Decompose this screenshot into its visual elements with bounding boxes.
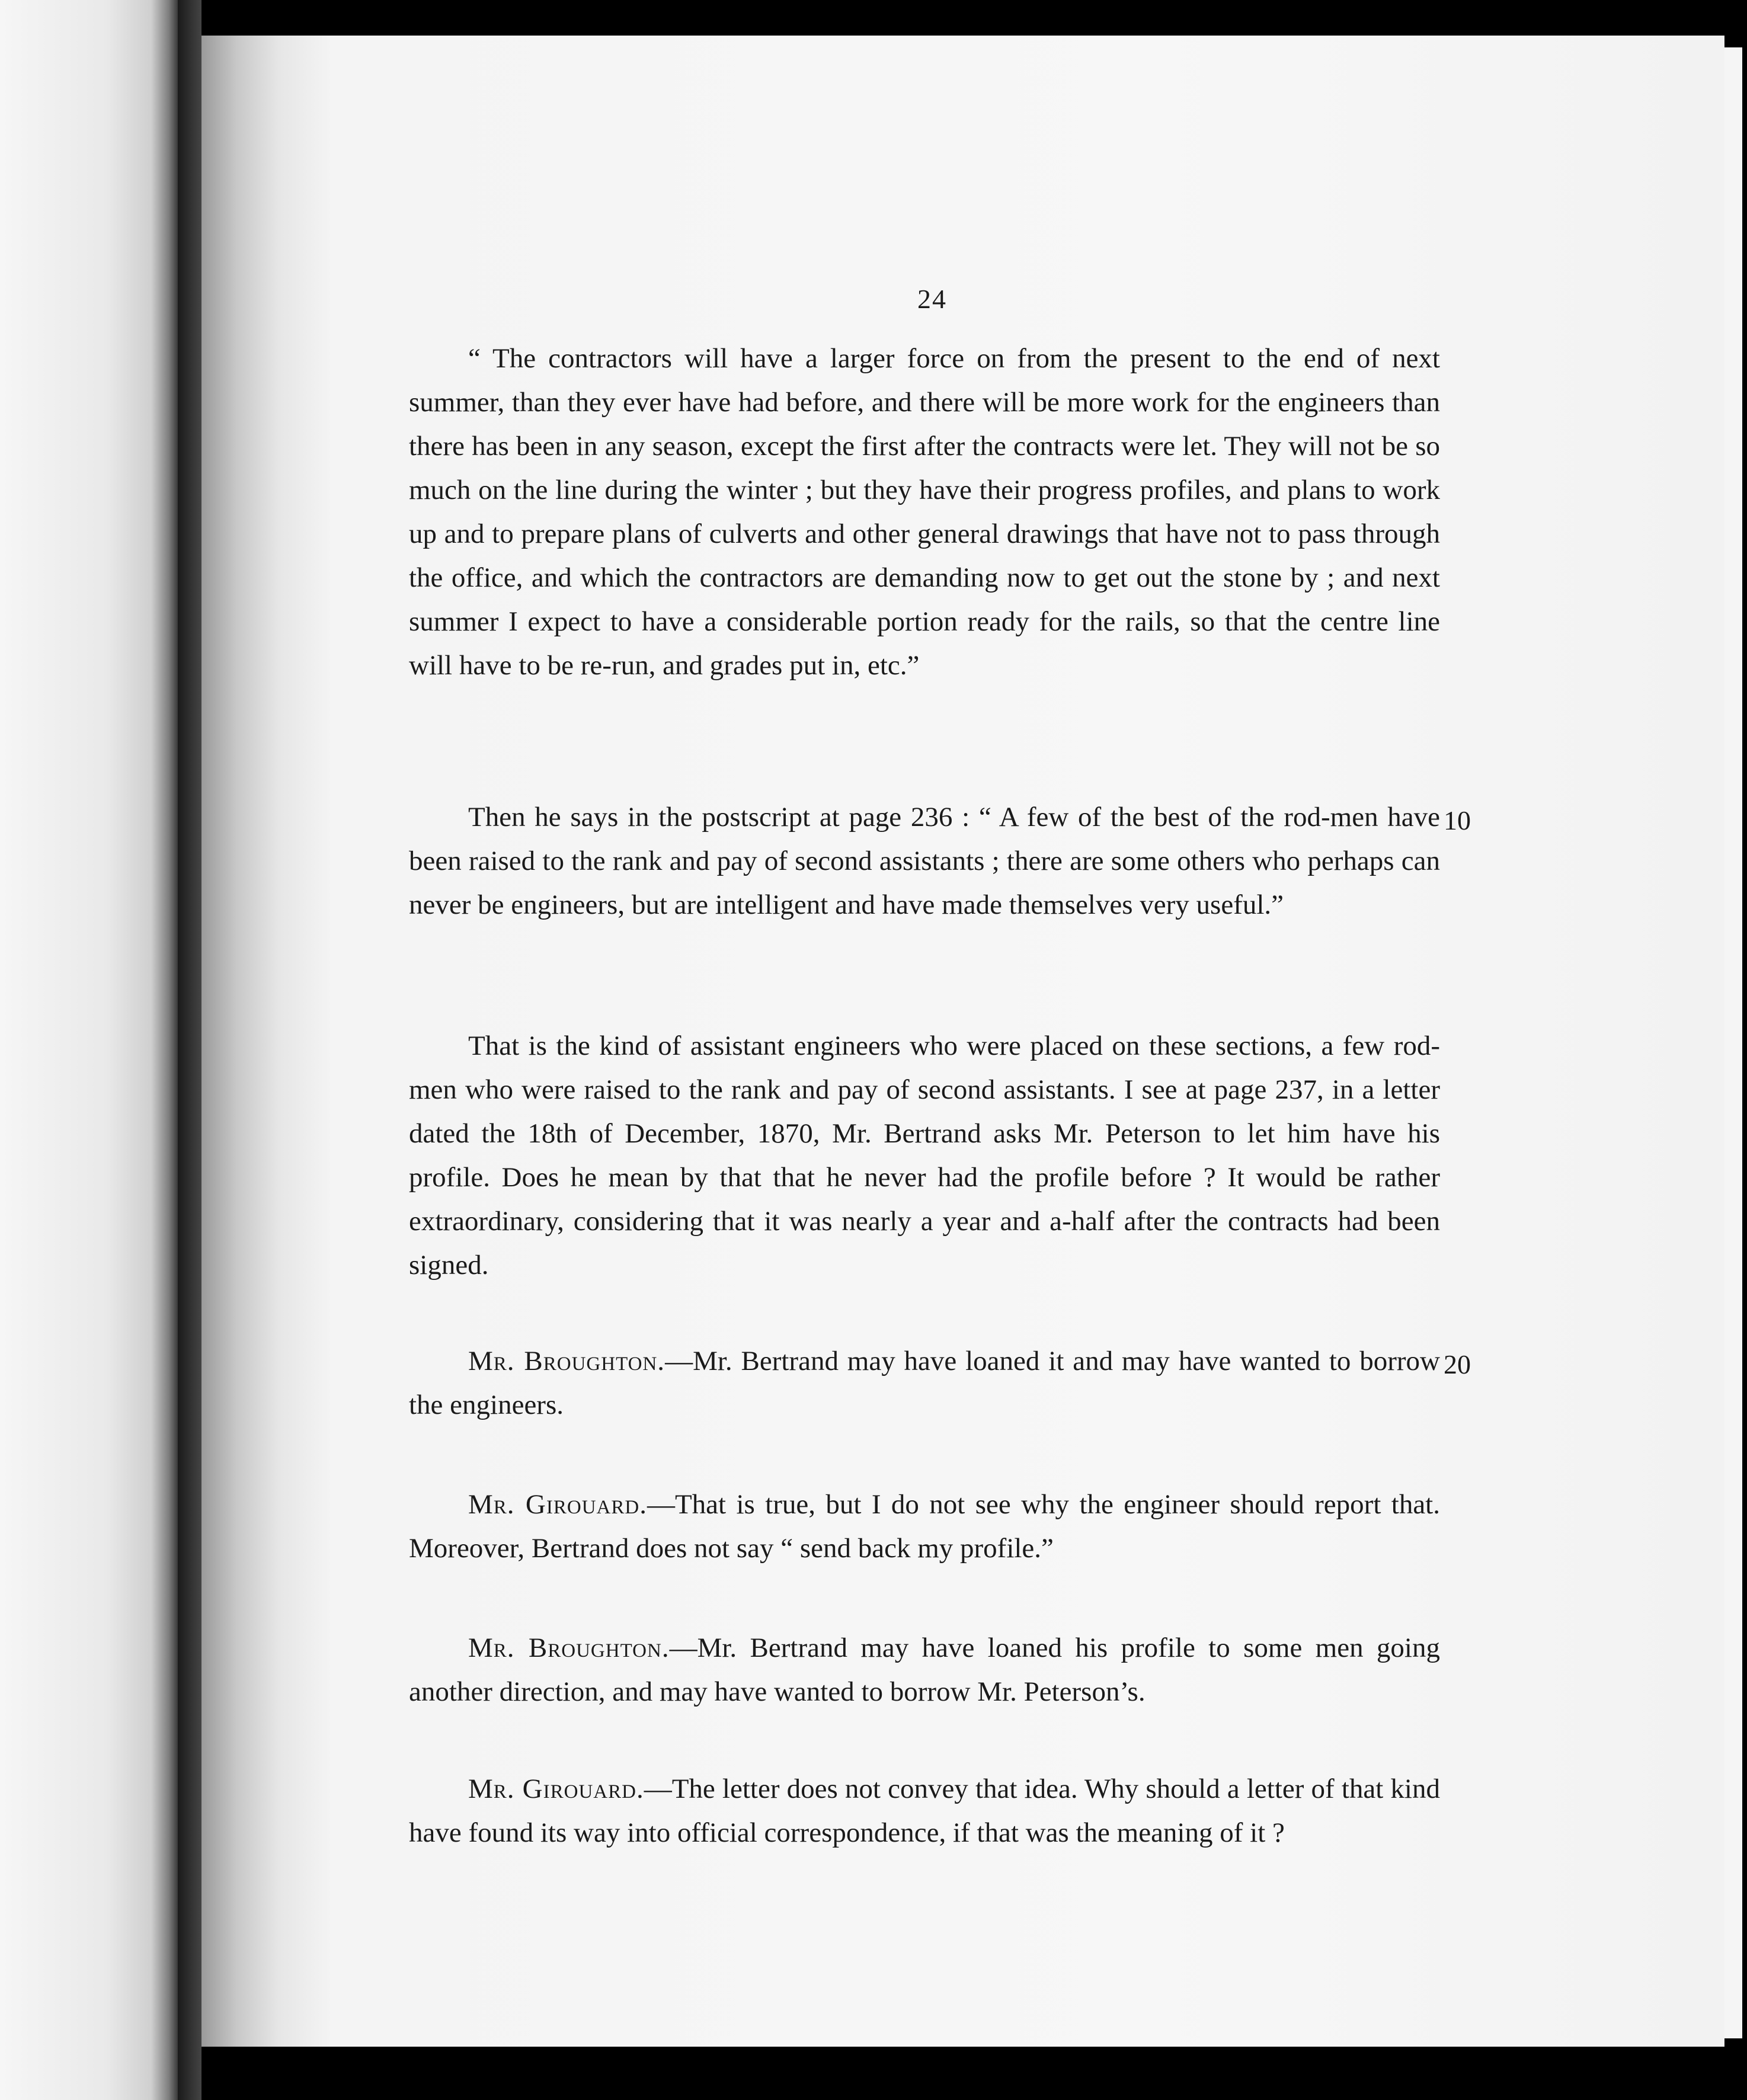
speaker-name: Mr. Broughton. <box>468 1346 665 1376</box>
speaker-name: Mr. Girouard. <box>468 1489 647 1520</box>
page-number: 24 <box>917 284 947 314</box>
dialogue-text: —Mr. Bertrand may have loaned it and may have wanted to borrow the engineers. <box>409 1346 1440 1420</box>
speaker-name: Mr. Girouard. <box>468 1774 644 1804</box>
dialogue-text: —The letter does not convey that idea. Why should a letter of that kind have found its way into official correspondence, if that was the meaning of it ? <box>409 1774 1440 1848</box>
dialogue-girouard-2 <box>409 1767 1440 1855</box>
dialogue-girouard-1 <box>409 1483 1440 1570</box>
dialogue-broughton-1 <box>409 1339 1440 1427</box>
commentary-paragraph: That is the kind of assistant engineers who were placed on these sections, a few rod-men who were raised to the rank and pay of second assistants. I see at page 237, in a letter dated the 18th of December, 1870, Mr. Bertrand asks Mr. Peterson to let him have his profile. Does he mean by that that he never had the profile before ? It would be rather extraordinary, considering that it was nearly a year and a-half after the contracts had been signed. <box>409 1030 1440 1281</box>
dialogue-text: —Mr. Bertrand may have loaned his profile to some men going another direction, and may have wanted to borrow Mr. Peterson’s. <box>409 1632 1440 1707</box>
line-number-10: 10 <box>1444 805 1471 835</box>
line-number-20: 20 <box>1444 1349 1471 1379</box>
quoted-letter-paragraph: “ The contractors will have a larger force on from the present to the end of next summer, than they ever have had before, and there will be more work for the engineers than there has been in any season, except the first after the contracts were let. They will not be so much on the line during the winter ; but they have their progress profiles, and plans to work up and to prepare plans of culverts and other general drawings that have not to pass through the office, and which the contractors are demanding now to get out the stone by ; and next summer I expect to have a considerable portion ready for the rails, so that the centre line will have to be re-run, and grades put in, etc.” <box>409 343 1440 681</box>
speaker-name: Mr. Broughton. <box>468 1632 670 1663</box>
postscript-paragraph: Then he says in the postscript at page 236 : “ A few of the best of the rod-men have been raised to the rank and pay of second assistants ; there are some others who perhaps can never be engineers, but are intelligent and have made themselves very useful.” <box>409 802 1440 920</box>
dialogue-broughton-2 <box>409 1626 1440 1714</box>
dialogue-text: —That is true, but I do not see why the engineer should report that. Moreover, Bertrand does not say “ send back my profile.” <box>409 1489 1440 1564</box>
